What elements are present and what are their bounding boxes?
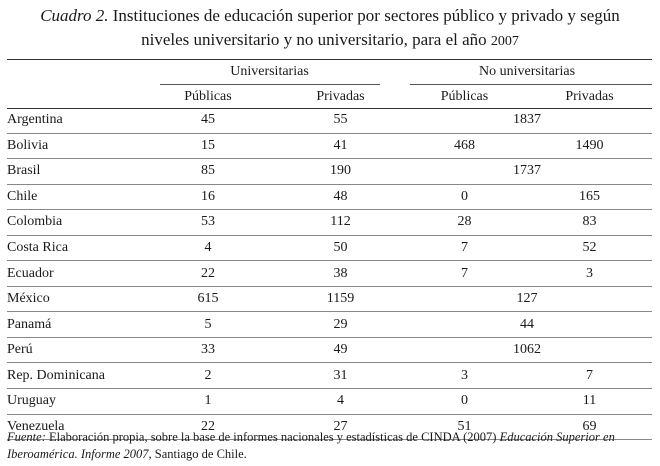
u-privadas-cell: 31	[333, 367, 348, 383]
u-publicas-cell: 615	[197, 291, 219, 307]
nu-privadas-cell: 69	[582, 418, 597, 434]
nu-total-cell: 127	[516, 291, 538, 307]
nu-privadas-cell: 1490	[575, 137, 604, 153]
data-table	[7, 108, 652, 440]
u-privadas-cell: 4	[337, 393, 344, 409]
table-row	[7, 261, 652, 287]
u-privadas-cell: 50	[333, 240, 348, 255]
table-row	[7, 108, 652, 133]
u-publicas-cell: 53	[201, 214, 215, 230]
country-cell: Rep. Dominicana	[7, 367, 105, 383]
u-privadas-cell: 49	[333, 342, 348, 358]
u-publicas-cell: 45	[201, 112, 215, 128]
u-privadas-cell: 48	[333, 188, 348, 204]
country-cell: Bolivia	[7, 137, 49, 153]
rule-no-universitarias	[410, 84, 652, 85]
caption-year: 2007	[490, 34, 519, 49]
subheader-u-publicas: Públicas	[184, 89, 232, 104]
nu-publicas-cell: 468	[454, 137, 475, 153]
subheader-u-privadas: Privadas	[316, 89, 365, 104]
nu-publicas-cell: 7	[461, 240, 468, 255]
caption-text-1: Instituciones de educación superior por sectores público y privado y según	[112, 6, 620, 25]
country-cell: Ecuador	[7, 265, 54, 281]
table-body	[7, 108, 652, 440]
source-label: Fuente:	[7, 430, 46, 444]
u-publicas-cell: 22	[201, 418, 215, 434]
source-place: Santiago de Chile.	[154, 447, 247, 461]
table-row	[7, 286, 652, 312]
u-privadas-cell: 1159	[326, 291, 355, 307]
country-cell: Colombia	[7, 214, 63, 230]
table-row	[7, 363, 652, 389]
u-publicas-cell: 16	[201, 188, 215, 204]
country-cell: Chile	[7, 188, 38, 204]
source-text: Elaboración propia, sobre la base de informes nacionales y estadísticas de CINDA (2007)	[49, 430, 497, 444]
country-cell: México	[7, 291, 50, 307]
nu-publicas-cell: 0	[461, 393, 468, 409]
nu-privadas-cell: 3	[586, 265, 593, 281]
u-publicas-cell: 2	[204, 367, 212, 383]
u-publicas-cell: 85	[201, 163, 215, 179]
nu-total-cell: 44	[520, 316, 534, 332]
caption-text-2: niveles universitario y no universitario, para el año	[141, 30, 487, 49]
u-publicas-cell: 33	[201, 342, 215, 358]
nu-privadas-cell: 165	[579, 188, 600, 204]
nu-privadas-cell: 52	[582, 240, 597, 255]
table-caption	[0, 4, 660, 54]
subheader-nu-publicas: Públicas	[440, 89, 489, 104]
u-privadas-cell: 190	[330, 163, 351, 179]
u-privadas-cell: 41	[333, 137, 348, 153]
nu-total-cell: 1837	[513, 112, 541, 128]
u-publicas-cell: 1	[204, 393, 212, 409]
nu-publicas-cell: 0	[461, 188, 468, 204]
source-pub-title-1: Educación Superior en	[499, 430, 615, 444]
country-cell: Costa Rica	[7, 240, 69, 255]
source-note	[7, 429, 657, 463]
u-privadas-cell: 38	[333, 265, 348, 281]
u-privadas-cell: 29	[333, 316, 348, 332]
subheader-nu-privadas: Privadas	[565, 89, 614, 104]
nu-total-cell: 1062	[513, 342, 541, 358]
u-publicas-cell: 15	[201, 137, 215, 153]
header-universitarias: Universitarias	[230, 64, 309, 79]
header-no-universitarias: No universitarias	[478, 64, 576, 79]
table-row	[7, 184, 652, 210]
u-publicas-cell: 22	[201, 265, 215, 281]
nu-publicas-cell: 51	[457, 418, 472, 434]
table-row	[7, 210, 652, 236]
table-row	[7, 159, 652, 185]
country-cell: Perú	[7, 342, 33, 358]
table-row	[7, 389, 652, 415]
table-row	[7, 133, 652, 159]
country-cell: Brasil	[7, 163, 41, 179]
u-privadas-cell: 55	[333, 112, 348, 128]
nu-publicas-cell: 7	[461, 265, 468, 281]
source-pub-title-2: Iberoamérica. Informe 2007,	[7, 447, 152, 461]
country-cell: Argentina	[7, 112, 63, 128]
nu-privadas-cell: 7	[586, 367, 593, 383]
caption-label: Cuadro 2.	[40, 6, 109, 25]
caption-line-2	[0, 28, 660, 54]
u-publicas-cell: 5	[204, 316, 212, 332]
u-privadas-cell: 112	[330, 214, 351, 230]
rule-universitarias	[160, 84, 380, 85]
nu-privadas-cell: 11	[582, 393, 597, 409]
table-row	[7, 235, 652, 261]
country-cell: Venezuela	[7, 418, 65, 434]
u-privadas-cell: 27	[333, 418, 348, 434]
country-cell: Uruguay	[7, 393, 56, 409]
nu-total-cell: 1737	[513, 163, 541, 179]
u-publicas-cell: 4	[204, 240, 212, 255]
nu-publicas-cell: 28	[457, 214, 472, 230]
caption-line-1	[0, 4, 660, 28]
top-rule	[7, 59, 652, 60]
table-row	[7, 312, 652, 338]
nu-privadas-cell: 83	[582, 214, 597, 230]
nu-publicas-cell: 3	[461, 367, 468, 383]
country-cell: Panamá	[7, 316, 52, 332]
table-row	[7, 337, 652, 363]
